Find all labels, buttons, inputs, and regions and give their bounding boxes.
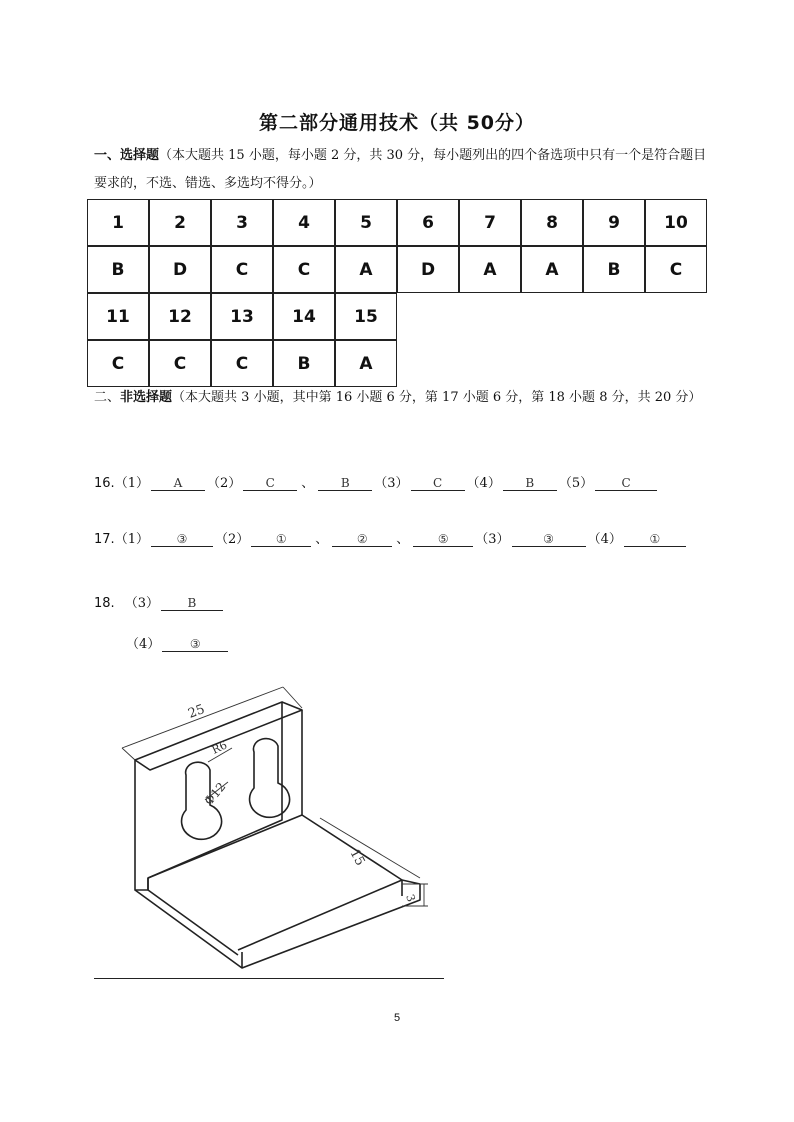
table-answer-cell: C	[211, 246, 273, 293]
q17-part3-label: （3）	[475, 532, 510, 547]
q16-answer-3: C	[411, 476, 465, 491]
section2-description: （本大题共 3 小题，其中第 16 小题 6 分，第 17 小题 6 分，第 18 小题 8 分，共 20 分）	[172, 390, 702, 405]
table-answer-cell: C	[211, 340, 273, 387]
table-answer-cell: A	[335, 340, 397, 387]
q16-answer-1: A	[151, 476, 205, 491]
table-answer-cell: C	[87, 340, 149, 387]
q17-number: 17.	[94, 532, 115, 547]
q18-number: 18.	[94, 596, 115, 611]
table-answer-cell: A	[335, 246, 397, 293]
q18-part4-label: （4）	[126, 637, 161, 652]
table-answer-cell: B	[583, 246, 645, 293]
q17-answer-4: ①	[624, 532, 686, 547]
table-answer-cell: A	[521, 246, 583, 293]
q17-answer-3: ③	[512, 532, 586, 547]
table-number-cell: 6	[397, 199, 459, 246]
q16-answer-2a: C	[243, 476, 297, 491]
q17-part2-label: （2）	[214, 532, 250, 547]
q16-part3-label: （3）	[374, 476, 409, 491]
footer-rule	[94, 978, 444, 979]
q17-answer-1: ③	[151, 532, 213, 547]
table-answer-cell: D	[149, 246, 211, 293]
table-answer-cell: C	[645, 246, 707, 293]
q16-line	[94, 472, 659, 491]
q17-answer-2b: ②	[332, 532, 392, 547]
q16-part1-label: （1）	[114, 476, 149, 491]
q17-separator-1: 、	[315, 532, 329, 547]
table-number-cell: 11	[87, 293, 149, 340]
q17-part1-label: （1）	[114, 532, 149, 547]
q18-answer-3: B	[161, 596, 223, 611]
dim-length-label: 25	[186, 702, 207, 722]
q18-line-4	[126, 633, 230, 652]
q16-part2-label: （2）	[206, 476, 242, 491]
q18-answer-4: ③	[162, 637, 228, 652]
section2-heading: 非选择题	[120, 390, 173, 405]
table-number-cell: 13	[211, 293, 273, 340]
q17-answer-2a: ①	[251, 532, 311, 547]
q17-line	[94, 528, 688, 547]
dim-thickness-label: 3	[403, 892, 418, 904]
dim-radius-label: R6	[209, 738, 230, 757]
q16-separator: 、	[301, 476, 315, 491]
page-number: 5	[393, 1012, 401, 1024]
section2-prefix: 二、	[94, 390, 121, 405]
right-keyhole	[250, 739, 290, 818]
q18-part3-label: （3）	[124, 596, 159, 611]
table-number-cell: 7	[459, 199, 521, 246]
table-answer-cell: B	[87, 246, 149, 293]
page-title: 第二部分通用技术（共 50分）	[258, 112, 536, 134]
dim-diameter-label: Φ12	[201, 779, 229, 808]
table-number-cell: 12	[149, 293, 211, 340]
table-answer-cell: C	[149, 340, 211, 387]
q16-part5-label: （5）	[558, 476, 594, 491]
q17-separator-2: 、	[396, 532, 410, 547]
table-number-cell: 2	[149, 199, 211, 246]
table-number-cell: 10	[645, 199, 707, 246]
q16-part4-label: （4）	[466, 476, 501, 491]
table-number-cell: 3	[211, 199, 273, 246]
q18-line-3	[94, 592, 225, 611]
bracket-drawing	[100, 680, 460, 980]
q16-answer-2b: B	[318, 476, 372, 491]
dim-depth-label: 15	[346, 846, 368, 869]
table-number-cell: 8	[521, 199, 583, 246]
section1-instructions	[94, 142, 714, 198]
table-number-cell: 4	[273, 199, 335, 246]
table-answer-cell: C	[273, 246, 335, 293]
table-answer-cell: B	[273, 340, 335, 387]
q17-answer-2c: ⑤	[413, 532, 473, 547]
bracket-outline	[135, 702, 420, 968]
section1-description: （本大题共 15 小题，每小题 2 分，共 30 分，每小题列出的四个备选项中只有一个是符合题目要求的，不选、错选、多选均不得分。）	[94, 148, 707, 191]
q16-answer-5: C	[595, 476, 657, 491]
section1-heading: 一、选择题	[94, 148, 160, 163]
q16-answer-4: B	[503, 476, 557, 491]
table-number-cell: 5	[335, 199, 397, 246]
table-number-cell: 14	[273, 293, 335, 340]
q17-part4-label: （4）	[587, 532, 622, 547]
table-number-cell: 9	[583, 199, 645, 246]
table-answer-cell: A	[459, 246, 521, 293]
table-answer-cell: D	[397, 246, 459, 293]
table-number-cell: 1	[87, 199, 149, 246]
section2-instructions	[94, 384, 714, 412]
table-number-cell: 15	[335, 293, 397, 340]
q16-number: 16.	[94, 476, 115, 491]
